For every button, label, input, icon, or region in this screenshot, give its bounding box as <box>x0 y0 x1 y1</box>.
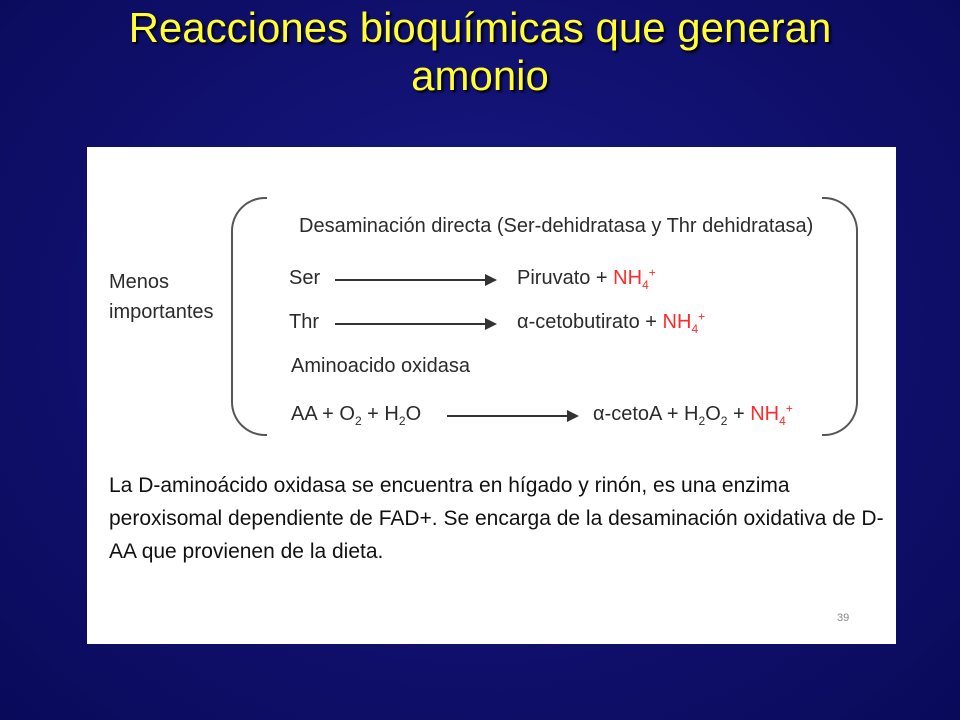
aa-arrow <box>447 415 577 417</box>
ser-substrate: Ser <box>289 267 321 289</box>
ser-ammonium: $NH_4^+$ <box>613 265 656 292</box>
paragraph-line-2: peroxisomal dependiente de FAD+. Se encarga de la desaminación oxidativa de D- <box>109 507 884 530</box>
thr-product-text: α-cetobutirato + <box>517 311 657 333</box>
aa-ammonium: $NH_4^+$ <box>750 401 793 428</box>
right-bracket <box>822 197 858 436</box>
ser-arrow <box>335 279 495 281</box>
left-bracket <box>231 197 267 436</box>
slide-title-line-1: Reacciones bioquímicas que generan <box>128 4 832 51</box>
thr-product <box>517 311 705 334</box>
content-image-panel <box>87 147 896 644</box>
ser-product-text: Piruvato + <box>517 267 608 289</box>
explanation-paragraph <box>109 469 889 568</box>
slide-title-line-2: amonio <box>411 52 549 99</box>
heading-direct-deamination: Desaminación directa (Ser-dehidratasa y Thr dehidratasa) <box>299 215 814 237</box>
thr-arrow <box>335 323 495 325</box>
thr-substrate: Thr <box>289 311 319 333</box>
page-number: 39 <box>837 612 850 624</box>
heading-aminoacid-oxidase: Aminoacido oxidasa <box>291 355 470 377</box>
side-label-line-2: importantes <box>109 301 214 323</box>
aa-reactants: AA + $O_2 + H_2O$ <box>291 403 422 428</box>
thr-ammonium: $NH_4^+$ <box>662 309 706 336</box>
paragraph-line-1: La D-aminoácido oxidasa se encuentra en hígado y rinón, es una enzima <box>109 474 790 497</box>
side-label-line-1: Menos <box>109 271 170 293</box>
aa-products: α-cetoA + $H_2O_2 + NH_4^+$ <box>593 401 793 428</box>
slide-title <box>0 4 960 100</box>
ser-product <box>517 267 656 290</box>
paragraph-line-3: AA que provienen de la dieta. <box>109 540 384 563</box>
